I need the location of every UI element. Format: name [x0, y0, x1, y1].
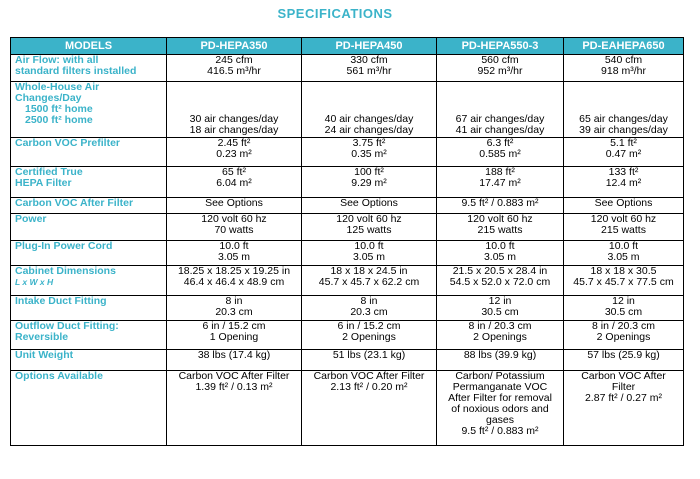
cell-line: 3.05 m	[352, 251, 386, 263]
cell-line: 45.7 x 45.7 x 62.2 cm	[318, 276, 420, 288]
cell-line: Permanganate VOC	[452, 381, 548, 393]
cell-line: 6.3 ft²	[486, 137, 514, 149]
cell-line: Filter	[611, 381, 636, 393]
row-sublabel: 2500 ft² home	[25, 114, 93, 126]
cell-line: 57 lbs (25.9 kg)	[587, 349, 660, 361]
cell-line: 100 ft²	[354, 166, 384, 178]
table-cell	[437, 167, 564, 198]
cell-line: 0.23 m²	[216, 148, 252, 160]
cell-line: 2 Openings	[473, 331, 527, 343]
cell-line: 5.1 ft²	[610, 137, 637, 149]
table-row-cabinet	[11, 266, 684, 296]
row-label-carbon-prefilter	[11, 138, 167, 167]
table-cell	[437, 266, 564, 296]
row-label-line: Cabinet Dimensions	[15, 265, 116, 277]
cell-line: 918 m³/hr	[601, 65, 646, 77]
cell-line: 18 x 18 x 30.5	[590, 265, 657, 277]
cell-line: 30.5 cm	[604, 306, 643, 318]
cell-line: 125 watts	[346, 224, 392, 236]
row-label-intake	[11, 296, 167, 321]
table-cell	[167, 350, 302, 371]
row-label-line: Outflow Duct Fitting:	[15, 320, 119, 332]
cell-line: 133 ft²	[608, 166, 639, 178]
cell-line: 45.7 x 45.7 x 77.5 cm	[573, 276, 674, 288]
cell-line: 952 m³/hr	[477, 65, 523, 77]
cell-line: 120 volt 60 hz	[201, 213, 267, 225]
cell-line: gases	[485, 414, 515, 426]
table-cell	[564, 321, 684, 350]
cell-line: See Options	[594, 197, 653, 209]
row-label-line: standard filters installed	[15, 65, 137, 77]
table-cell	[302, 266, 437, 296]
cell-line: 10.0 ft	[354, 240, 384, 252]
header-pd-hepa550-3: PD-HEPA550-3	[437, 38, 564, 55]
table-cell	[437, 55, 564, 82]
table-cell	[167, 167, 302, 198]
table-row-carbon-prefilter	[11, 138, 684, 167]
table-row-outflow	[11, 321, 684, 350]
cell-line: 46.4 x 46.4 x 48.9 cm	[183, 276, 285, 288]
cell-line: 8 in	[225, 295, 243, 307]
table-cell	[302, 167, 437, 198]
table-cell	[302, 55, 437, 82]
row-label-line: Whole-House Air	[15, 81, 100, 93]
table-cell	[564, 214, 684, 241]
table-cell	[564, 198, 684, 214]
cell-line: 20.3 cm	[215, 306, 253, 318]
cell-line: After Filter for removal	[448, 392, 552, 404]
header-models: MODELS	[11, 38, 167, 55]
cell-line: 18 air changes/day	[189, 124, 279, 136]
row-label-power	[11, 214, 167, 241]
cell-line: 65 air changes/day	[579, 113, 668, 125]
table-cell	[437, 198, 564, 214]
cell-line: 10.0 ft	[608, 240, 639, 252]
table-row-hepa-filter	[11, 167, 684, 198]
table-cell	[302, 241, 437, 266]
row-label-line: Options Available	[15, 370, 103, 382]
table-cell	[564, 55, 684, 82]
table-cell	[437, 82, 564, 138]
cell-line: 2 Openings	[596, 331, 651, 343]
row-label-line: Certified True	[15, 166, 83, 178]
cell-line: 120 volt 60 hz	[467, 213, 533, 225]
cell-line: 9.5 ft² / 0.883 m²	[461, 197, 539, 209]
table-row-intake	[11, 296, 684, 321]
cell-line: Carbon VOC After Filter	[313, 370, 425, 382]
cell-line: 12.4 m²	[605, 177, 642, 189]
row-label-line: Carbon VOC After Filter	[15, 197, 134, 209]
cell-line: 65 ft²	[222, 166, 246, 178]
cell-line: 330 cfm	[350, 54, 388, 66]
table-cell	[167, 55, 302, 82]
table-cell	[302, 138, 437, 167]
table-cell	[564, 350, 684, 371]
cell-line: 18 x 18 x 24.5 in	[330, 265, 408, 277]
cell-line: 245 cfm	[215, 54, 253, 66]
cell-line: 3.05 m	[217, 251, 251, 263]
cell-line: See Options	[340, 197, 398, 209]
cell-line: 40 air changes/day	[324, 113, 414, 125]
table-cell	[167, 266, 302, 296]
row-label-line: HEPA Filter	[15, 177, 72, 189]
row-sublabel: 1500 ft² home	[25, 103, 93, 115]
cell-line: 2.45 ft²	[217, 137, 251, 149]
table-row-power-cord	[11, 241, 684, 266]
cell-line: 120 volt 60 hz	[336, 213, 402, 225]
cell-line: of noxious odors and	[451, 403, 549, 415]
cell-line: 9.5 ft² / 0.883 m²	[461, 425, 539, 437]
row-label-power-cord	[11, 241, 167, 266]
table-cell	[564, 296, 684, 321]
row-label-line: Air Flow: with all	[15, 54, 99, 66]
table-cell	[437, 241, 564, 266]
cell-line: 3.05 m	[607, 251, 640, 263]
cell-line: 120 volt 60 hz	[590, 213, 657, 225]
table-cell	[564, 167, 684, 198]
table-cell	[564, 138, 684, 167]
row-label-hepa-filter	[11, 167, 167, 198]
table-cell	[302, 214, 437, 241]
cell-line: 10.0 ft	[219, 240, 249, 252]
table-row-power	[11, 214, 684, 241]
table-cell	[167, 214, 302, 241]
table-cell	[564, 266, 684, 296]
table-row-air-changes	[11, 82, 684, 138]
cell-line: 39 air changes/day	[579, 124, 668, 136]
table-cell	[437, 321, 564, 350]
table-cell	[167, 296, 302, 321]
table-cell	[564, 241, 684, 266]
cell-line: 9.29 m²	[351, 177, 387, 189]
table-cell	[437, 350, 564, 371]
header-row	[11, 38, 684, 55]
row-label-line: Intake Duct Fitting	[15, 295, 107, 307]
table-cell	[167, 241, 302, 266]
row-label-line: Changes/Day	[15, 92, 82, 104]
table-cell	[302, 198, 437, 214]
cell-line: 30.5 cm	[481, 306, 519, 318]
cell-line: 30 air changes/day	[189, 113, 279, 125]
cell-line: 6.04 m²	[216, 177, 252, 189]
cell-line: 215 watts	[601, 224, 646, 236]
cell-line: 6 in / 15.2 cm	[337, 320, 401, 332]
header-pd-hepa350: PD-HEPA350	[167, 38, 302, 55]
row-label-line: Reversible	[15, 331, 69, 343]
cell-line: 17.47 m²	[479, 177, 521, 189]
cell-line: 560 cfm	[481, 54, 519, 66]
table-row-options	[11, 371, 684, 446]
row-label-air-flow	[11, 55, 167, 82]
table-cell	[437, 214, 564, 241]
cell-line: 12 in	[488, 295, 512, 307]
table-cell	[437, 371, 564, 446]
cell-line: 3.75 ft²	[352, 137, 386, 149]
cell-line: 2 Openings	[342, 331, 396, 343]
row-label-cabinet	[11, 266, 167, 296]
row-label-line: Unit Weight	[15, 349, 74, 361]
row-label-air-changes	[11, 82, 167, 138]
cell-line: 8 in / 20.3 cm	[591, 320, 656, 332]
cell-line: Carbon VOC After Filter	[178, 370, 290, 382]
cell-line: 24 air changes/day	[324, 124, 414, 136]
cell-line: 3.05 m	[483, 251, 517, 263]
page-title: SPECIFICATIONS	[277, 6, 393, 21]
cell-line: Carbon VOC After	[581, 370, 666, 382]
cell-line: 0.47 m²	[605, 148, 642, 160]
cell-line: 0.35 m²	[351, 148, 387, 160]
row-label-weight	[11, 350, 167, 371]
cell-line: 38 lbs (17.4 kg)	[197, 349, 271, 361]
cell-line: 12 in	[612, 295, 635, 307]
table-row-weight	[11, 350, 684, 371]
table-row-carbon-after	[11, 198, 684, 214]
cell-line: 540 cfm	[604, 54, 643, 66]
cell-line: 21.5 x 20.5 x 28.4 in	[452, 265, 548, 277]
cell-line: 70 watts	[214, 224, 254, 236]
cell-line: 561 m³/hr	[346, 65, 392, 77]
table-cell	[167, 198, 302, 214]
cell-line: 54.5 x 52.0 x 72.0 cm	[449, 276, 551, 288]
cell-line: 2.87 ft² / 0.27 m²	[584, 392, 663, 404]
cell-line: 20.3 cm	[350, 306, 388, 318]
header-pd-hepa450: PD-HEPA450	[302, 38, 437, 55]
table-cell	[564, 371, 684, 446]
cell-line: 88 lbs (39.9 kg)	[463, 349, 537, 361]
table-cell	[167, 82, 302, 138]
cell-line: 51 lbs (23.1 kg)	[332, 349, 406, 361]
table-cell	[302, 371, 437, 446]
cell-line: 0.585 m²	[479, 148, 521, 160]
cell-line: 2.13 ft² / 0.20 m²	[330, 381, 408, 393]
row-label-dimension-order: L x W x H	[15, 277, 54, 287]
table-cell	[302, 321, 437, 350]
cell-line: 1.39 ft² / 0.13 m²	[195, 381, 273, 393]
cell-line: Carbon/ Potassium	[455, 370, 545, 382]
table-cell	[167, 321, 302, 350]
cell-line: 416.5 m³/hr	[207, 65, 261, 77]
table-cell	[167, 138, 302, 167]
table-cell	[302, 82, 437, 138]
cell-line: 67 air changes/day	[455, 113, 545, 125]
cell-line: 8 in / 20.3 cm	[468, 320, 532, 332]
header-pd-eahepa650: PD-EAHEPA650	[564, 38, 684, 55]
cell-line: 6 in / 15.2 cm	[202, 320, 266, 332]
row-label-line: Power	[15, 213, 47, 225]
table-row-air-flow	[11, 55, 684, 82]
table-cell	[167, 371, 302, 446]
cell-line: 1 Opening	[209, 331, 259, 343]
row-label-outflow	[11, 321, 167, 350]
cell-line: 41 air changes/day	[455, 124, 545, 136]
table-cell	[564, 82, 684, 138]
table-cell	[302, 350, 437, 371]
cell-line: 18.25 x 18.25 x 19.25 in	[177, 265, 291, 277]
row-label-carbon-after	[11, 198, 167, 214]
cell-line: 10.0 ft	[485, 240, 515, 252]
cell-line: 188 ft²	[485, 166, 515, 178]
table-cell	[302, 296, 437, 321]
row-label-line: Carbon VOC Prefilter	[15, 137, 121, 149]
cell-line: 8 in	[360, 295, 378, 307]
row-label-line: Plug-In Power Cord	[15, 240, 113, 252]
cell-line: 215 watts	[477, 224, 523, 236]
row-label-options	[11, 371, 167, 446]
table-cell	[437, 138, 564, 167]
specifications-table	[10, 37, 684, 446]
cell-line: See Options	[205, 197, 263, 209]
table-cell	[437, 296, 564, 321]
